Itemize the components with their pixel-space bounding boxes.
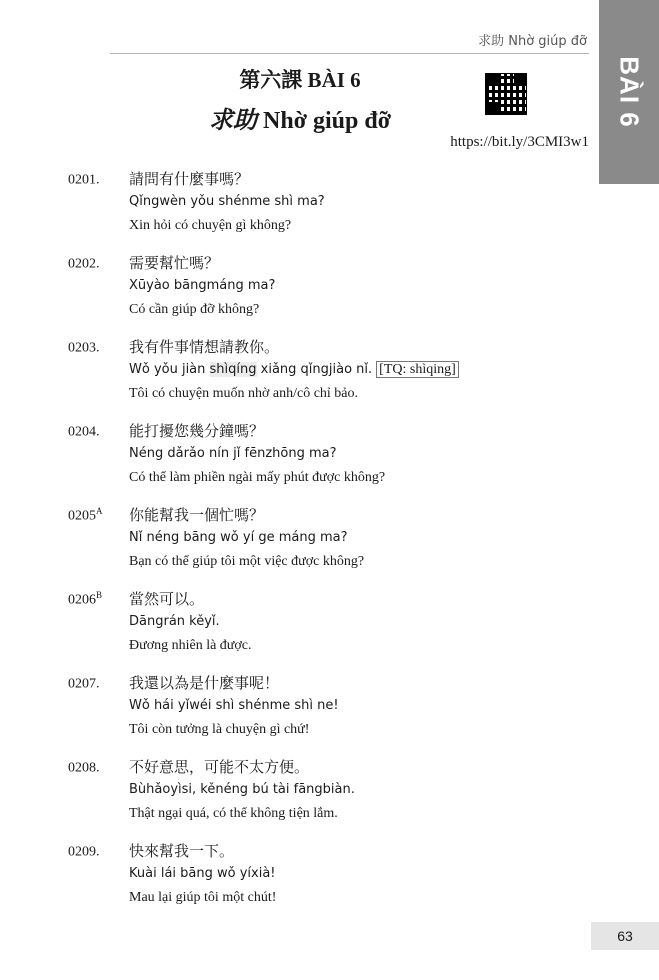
vietnamese-text: Xin hỏi có chuyện gì không? — [129, 218, 292, 233]
lesson-subtitle — [160, 100, 440, 135]
phrase-number: 0201. — [68, 172, 100, 188]
lesson-title: 第六課 BÀI 6 — [239, 68, 361, 92]
phrase-number: 0207. — [68, 676, 100, 692]
vietnamese-text: Thật ngại quá, có thể không tiện lắm. — [129, 806, 338, 821]
pinyin-text: Qǐngwèn yǒu shénme shì ma? — [129, 194, 325, 209]
phrase-number: 0209. — [68, 844, 100, 860]
pinyin-text: Dāngrán kěyǐ. — [129, 614, 220, 629]
chinese-text: 當然可以。 — [129, 590, 205, 608]
phrase-entry — [0, 418, 600, 502]
chinese-text: 請問有什麼事嗎？ — [129, 170, 250, 188]
qr-code-icon — [486, 74, 526, 114]
pinyin-text: Bùhǎoyìsi, kěnéng bú tài fāngbiàn. — [129, 782, 355, 797]
vietnamese-text: Đương nhiên là được. — [129, 638, 252, 653]
pinyin-text: Wǒ hái yǐwéi shì shénme shì ne! — [129, 698, 339, 713]
lesson-subtitle-zh: 求助 — [209, 108, 258, 134]
vietnamese-text: Có cần giúp đỡ không? — [129, 302, 260, 317]
phrase-entry — [0, 670, 600, 754]
pronunciation-highlight: shìqíng — [209, 362, 257, 377]
lesson-side-tab — [599, 0, 659, 184]
lesson-subtitle-vi: Nhờ giúp đỡ — [263, 108, 391, 134]
vietnamese-text: Bạn có thể giúp tôi một việc được không? — [129, 554, 365, 569]
chinese-text: 不好意思，可能不太方便。 — [129, 758, 310, 776]
vietnamese-text: Tôi có chuyện muốn nhờ anh/cô chỉ bảo. — [129, 386, 359, 401]
phrase-number: 0202. — [68, 256, 100, 272]
phrase-list — [0, 166, 600, 922]
phrase-entry — [0, 334, 600, 418]
phrase-entry — [0, 586, 600, 670]
phrase-number: 0203. — [68, 340, 100, 356]
phrase-entry — [0, 754, 600, 838]
phrase-number: $0205^A$ — [68, 506, 103, 524]
phrase-number: 0208. — [68, 760, 100, 776]
pronunciation-note: [TQ: shìqing] — [376, 361, 459, 378]
phrase-entry — [0, 838, 600, 922]
vietnamese-text: Tôi còn tưởng là chuyện gì chứ! — [129, 722, 310, 737]
pinyin-text: Xūyào bāngmáng ma? — [129, 278, 276, 293]
pinyin-text: Nǐ néng bāng wǒ yí ge máng ma? — [129, 530, 348, 545]
audio-link[interactable]: https://bit.ly/3CMI3w1 — [450, 134, 589, 150]
pinyin-text: Wǒ yǒu jiàn shìqíng xiǎng qǐngjiào nǐ. [TQ: shìqing] — [129, 362, 459, 378]
chinese-text: 你能幫我一個忙嗎？ — [129, 506, 265, 524]
header-divider — [110, 53, 589, 54]
phrase-number: $0206^B$ — [68, 590, 103, 608]
phrase-number: 0204. — [68, 424, 100, 440]
pinyin-text: Kuài lái bāng wǒ yíxià! — [129, 866, 276, 881]
phrase-entry — [0, 250, 600, 334]
vietnamese-text: Mau lại giúp tôi một chút! — [129, 890, 277, 905]
chinese-text: 能打擾您幾分鐘嗎？ — [129, 422, 265, 440]
chinese-text: 快來幫我一下。 — [129, 842, 235, 860]
chinese-text: 我還以為是什麼事呢！ — [129, 674, 280, 692]
vietnamese-text: Có thể làm phiền ngài mấy phút được không? — [129, 470, 386, 485]
phrase-entry — [0, 166, 600, 250]
page-number: 63 — [591, 922, 659, 950]
chinese-text: 需要幫忙嗎？ — [129, 254, 220, 272]
side-tab-label: BÀI 6 — [614, 56, 645, 128]
phrase-entry — [0, 502, 600, 586]
running-header: 求助 Nhờ giúp đỡ — [478, 34, 587, 49]
pinyin-text: Néng dǎrǎo nín jǐ fēnzhōng ma? — [129, 446, 337, 461]
chinese-text: 我有件事情想請教你。 — [129, 338, 280, 356]
